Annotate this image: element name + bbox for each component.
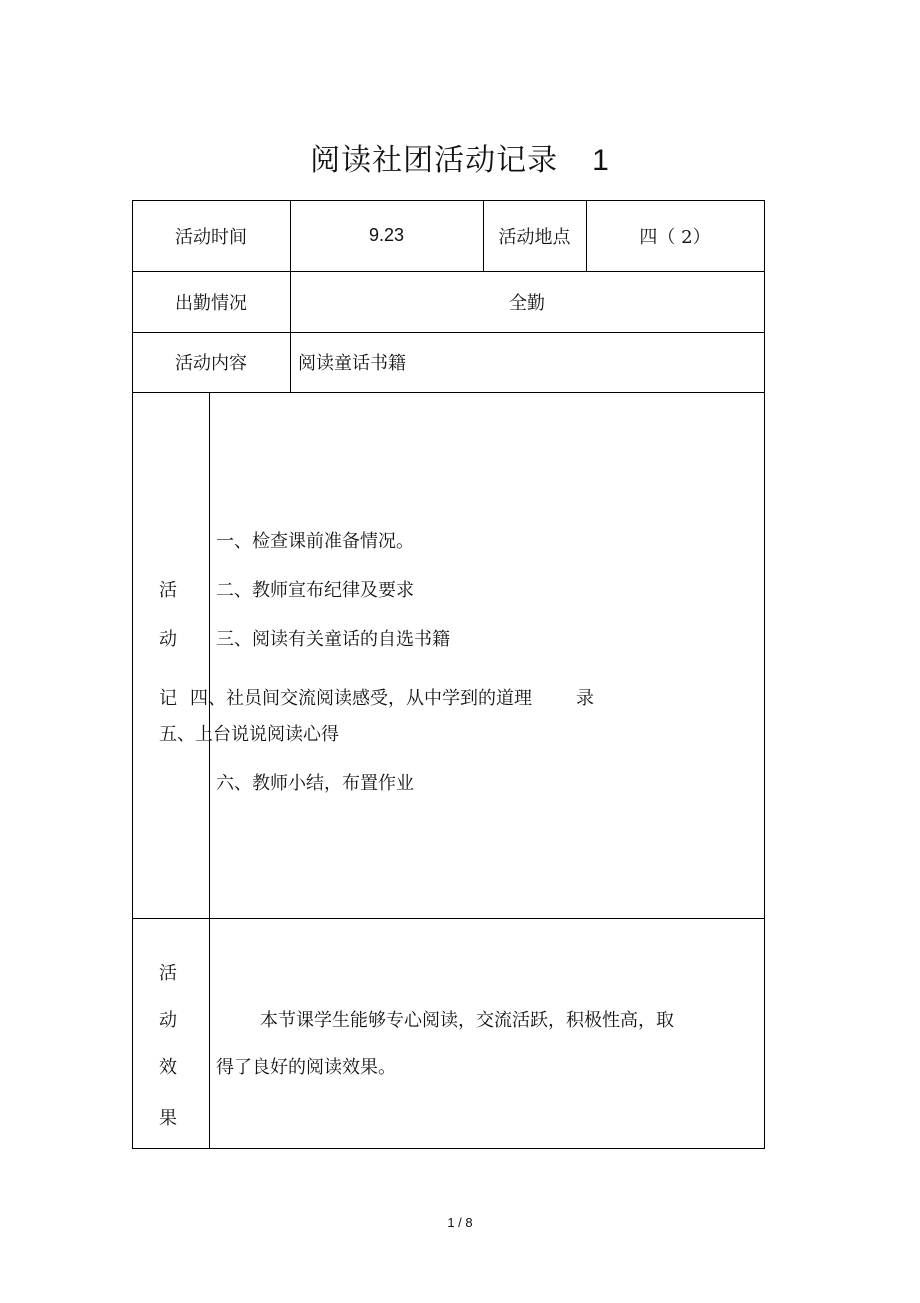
place-value: 四（ 2） bbox=[639, 226, 711, 248]
page-number: 1 / 8 bbox=[447, 1215, 473, 1230]
record-item-3: 三、阅读有关童话的自选书籍 bbox=[216, 629, 450, 650]
content-label: 活动内容 bbox=[175, 353, 247, 374]
effect-text-line-1: 本节课学生能够专心阅读，交流活跃，积极性高，取 bbox=[260, 1010, 674, 1031]
effect-text-line-2: 得了良好的阅读效果。 bbox=[216, 1057, 396, 1078]
record-label-char-3: 记 bbox=[159, 688, 177, 709]
effect-label-char-3: 效 bbox=[159, 1057, 177, 1078]
col-divider-record bbox=[209, 392, 210, 1149]
record-item-2: 二、教师宣布纪律及要求 bbox=[216, 580, 414, 601]
record-item-6: 六、教师小结，布置作业 bbox=[216, 773, 414, 794]
effect-label-char-4: 果 bbox=[159, 1108, 177, 1129]
record-item-5: 五、上台说说阅读心得 bbox=[159, 724, 339, 745]
attendance-value: 全勤 bbox=[509, 292, 545, 314]
time-label: 活动时间 bbox=[175, 226, 247, 248]
record-label-char-2: 动 bbox=[159, 629, 177, 650]
title-text: 阅读社团活动记录 bbox=[310, 143, 559, 178]
place-label: 活动地点 bbox=[498, 226, 571, 248]
record-item-1: 一、检查课前准备情况。 bbox=[216, 531, 414, 552]
table-border-bottom bbox=[132, 1148, 765, 1149]
record-label-char-4: 录 bbox=[576, 688, 594, 709]
content-value: 阅读童话书籍 bbox=[298, 353, 406, 374]
effect-label-char-2: 动 bbox=[159, 1010, 177, 1031]
title-number: 1 bbox=[592, 144, 610, 177]
row-divider-4 bbox=[132, 918, 765, 919]
time-value: 9.23 bbox=[368, 225, 405, 245]
document-title bbox=[0, 135, 920, 179]
record-label-char-1: 活 bbox=[159, 580, 177, 601]
attendance-label: 出勤情况 bbox=[175, 292, 247, 314]
record-item-4: 四、社员间交流阅读感受，从中学到的道理 bbox=[190, 688, 532, 709]
table-border-right bbox=[764, 200, 765, 1149]
row-divider-3 bbox=[132, 392, 765, 393]
effect-label-char-1: 活 bbox=[159, 963, 177, 984]
